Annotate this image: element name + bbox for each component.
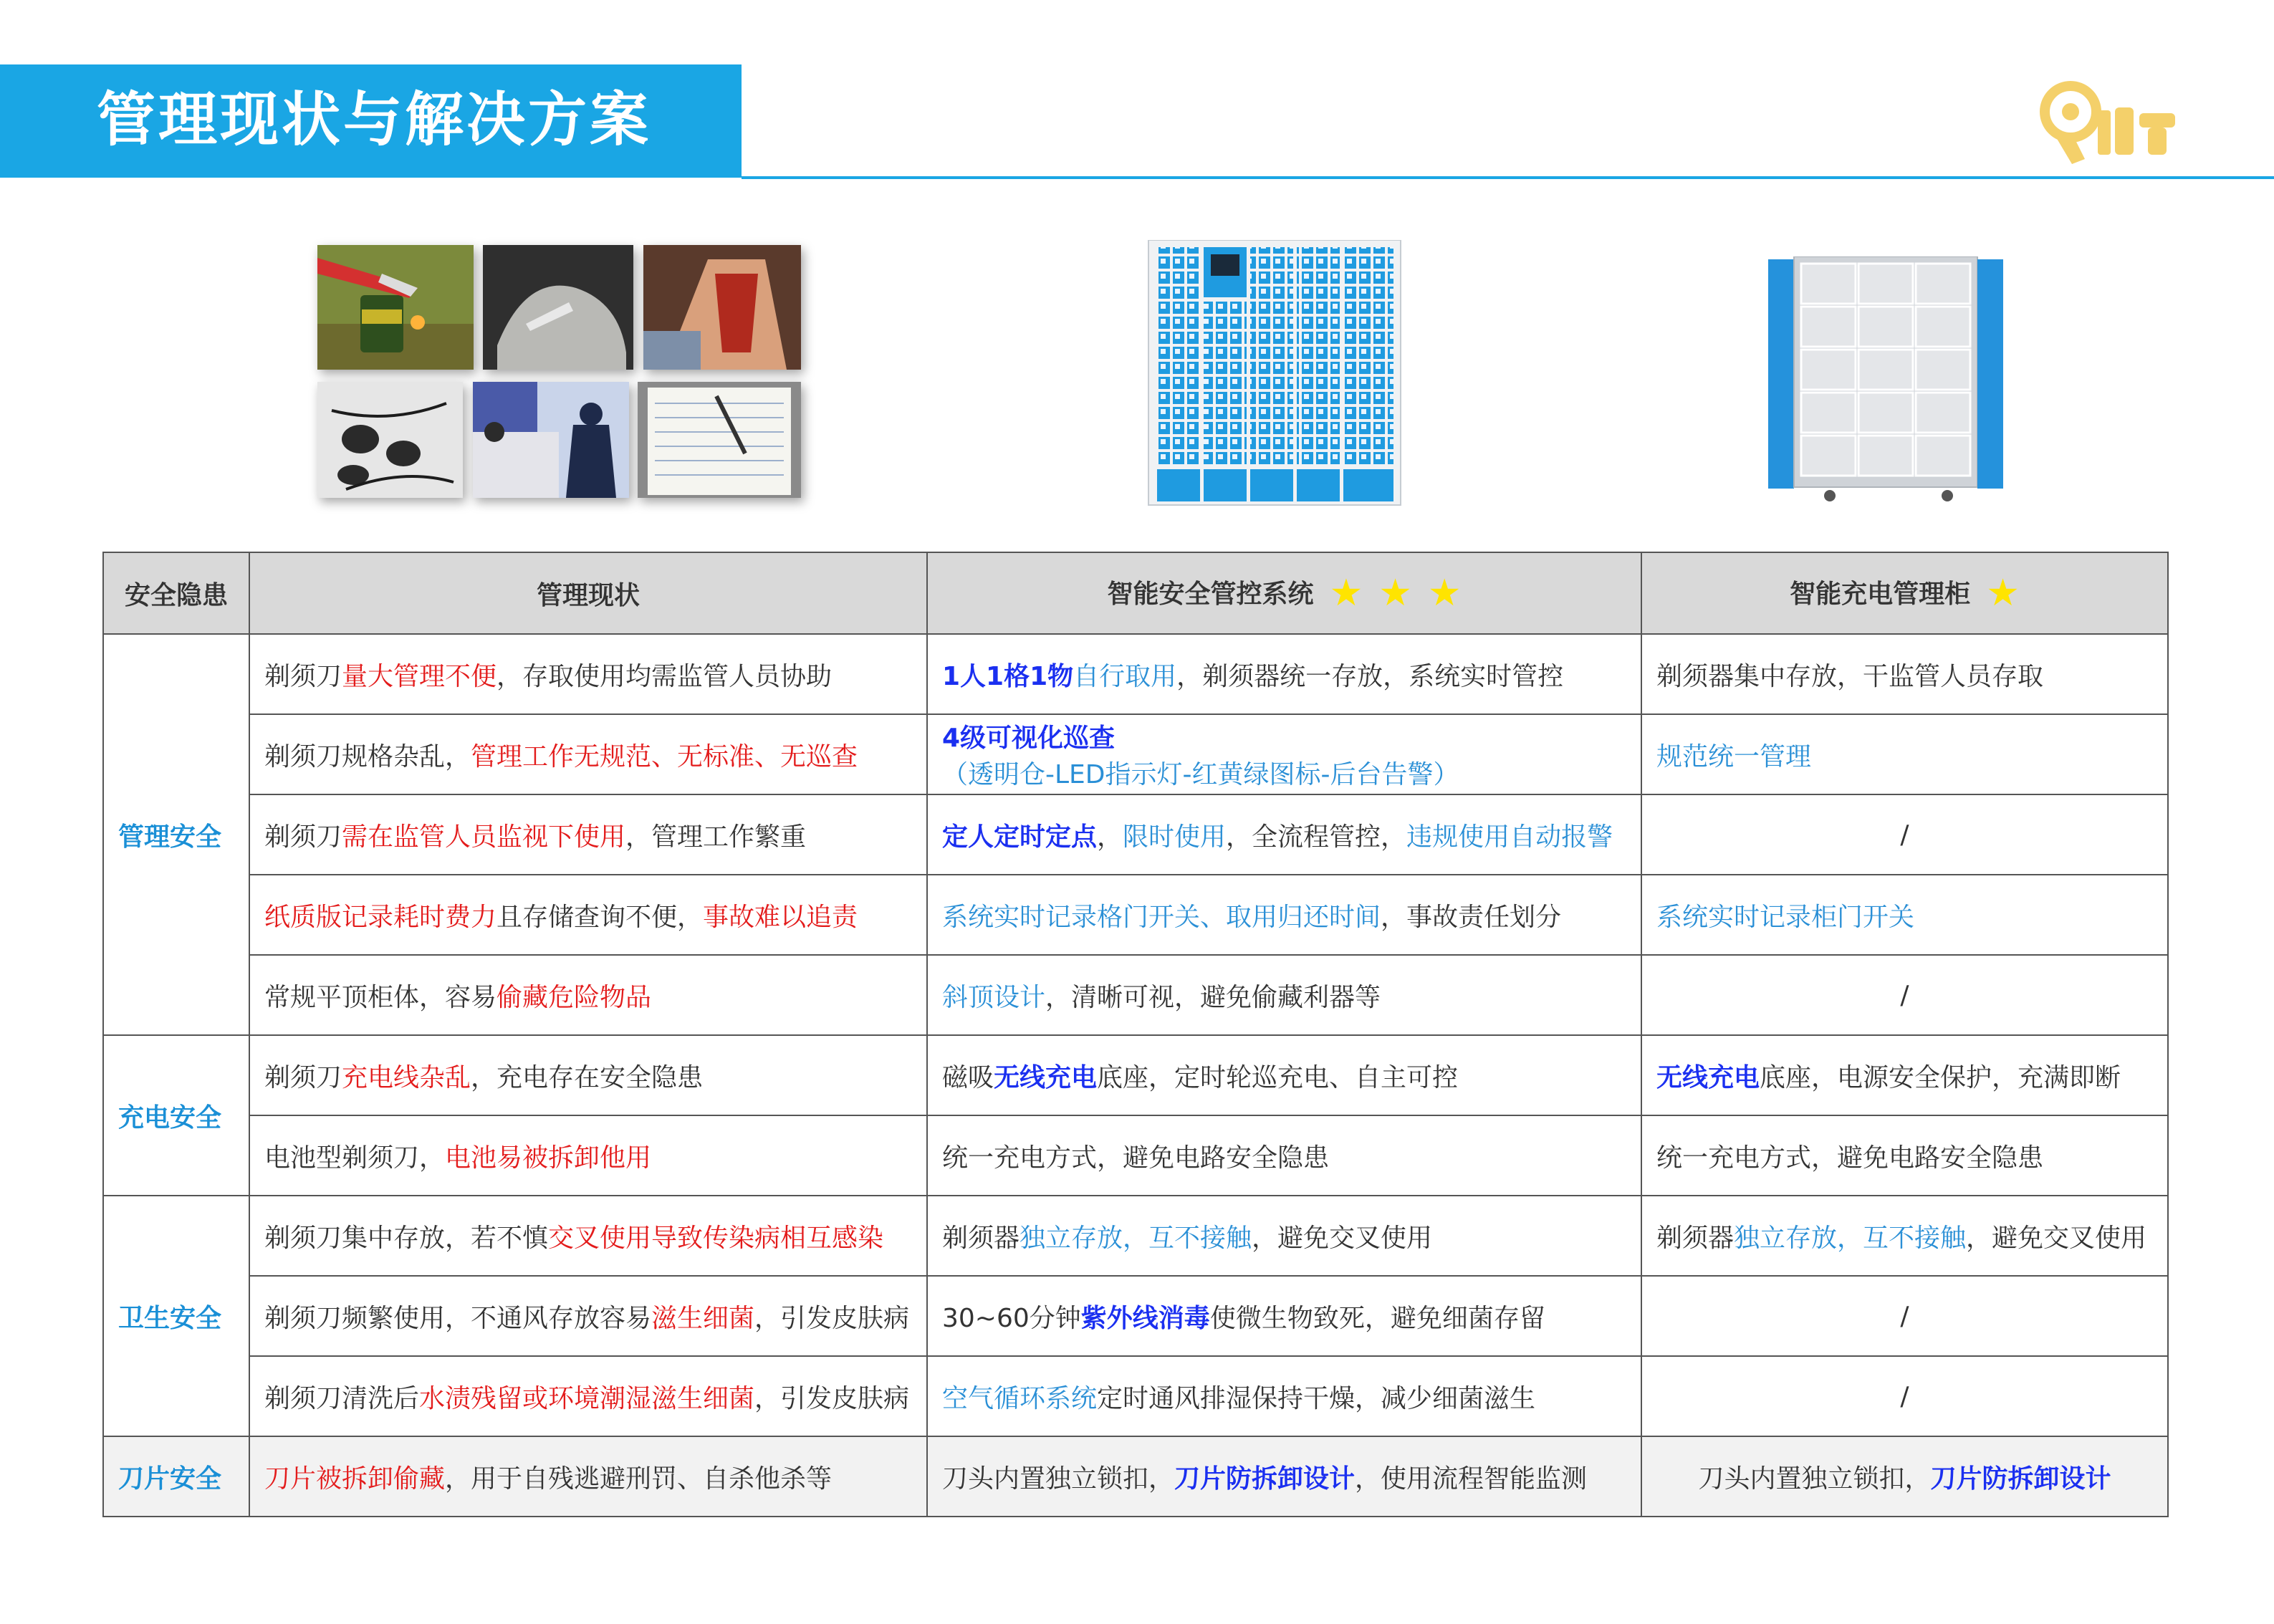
system-cell [927, 955, 1641, 1035]
photo-glove-blade [483, 245, 633, 370]
company-logo [2035, 75, 2185, 168]
cabinet-cell [1641, 634, 2168, 714]
text-segment: 系统实时记录格门开关、取用归还时间 [942, 902, 1381, 932]
system-cell [927, 1436, 1641, 1517]
text-segment: ， [1097, 822, 1123, 852]
table-row [103, 1436, 2168, 1517]
status-cell [249, 714, 927, 794]
text-segment: 独立存放，互不接触 [1734, 1223, 1967, 1253]
cabinet-cell [1641, 1436, 2168, 1517]
text-segment: 底座，定时轮巡充电、自主可控 [1097, 1062, 1459, 1092]
text-segment: 且存储查询不便， [496, 902, 704, 932]
cabinet-cell [1641, 714, 2168, 794]
text-segment: 磁吸 [942, 1062, 994, 1092]
photo-paper-records [638, 382, 801, 498]
text-segment: ，充电存在安全隐患 [471, 1062, 704, 1092]
text-segment: 独立存放，互不接触 [1020, 1223, 1252, 1253]
header-system-label: 智能安全管控系统 [1107, 580, 1314, 609]
text-segment: 剃须刀 [264, 1062, 342, 1092]
text-segment: 刀片被拆卸偷藏 [264, 1464, 446, 1494]
table-row [103, 1356, 2168, 1436]
text-segment: / [1900, 820, 1909, 850]
text-segment: 斜顶设计 [942, 982, 1046, 1012]
text-segment: ，剃须器统一存放，系统实时管控 [1176, 661, 1564, 691]
cabinet-cell [1641, 1115, 2168, 1196]
text-segment: 剃须刀规格杂乱， [264, 741, 471, 772]
text-segment: 1人1格1物 [942, 661, 1074, 691]
system-cell [927, 1276, 1641, 1356]
text-segment: 剃须刀 [264, 661, 342, 691]
star-icon: ★ [1986, 572, 2020, 615]
text-segment: ，避免交叉使用 [1966, 1223, 2147, 1253]
text-segment: 无线充电 [994, 1062, 1098, 1092]
header-cabinet [1641, 552, 2168, 634]
header-system [927, 552, 1641, 634]
text-segment: 剃须刀集中存放，若不慎 [264, 1223, 549, 1253]
system-cell [927, 634, 1641, 714]
text-segment: 电池型剃须刀， [264, 1143, 446, 1173]
system-cell [927, 1196, 1641, 1276]
text-segment: ，用于自残逃避刑罚、自杀他杀等 [445, 1464, 833, 1494]
text-segment: 剃须刀频繁使用，不通风存放容易 [264, 1303, 652, 1333]
system-cell [927, 875, 1641, 955]
text-segment: 刀片防拆卸设计 [1930, 1464, 2111, 1494]
cabinet-cell [1641, 1035, 2168, 1115]
star-icon: ★ [1427, 572, 1462, 615]
status-cell [249, 794, 927, 875]
table-row [103, 794, 2168, 875]
text-segment: 事故难以追责 [703, 902, 858, 932]
cabinet-cell [1641, 1276, 2168, 1356]
smart-charging-cabinet-image [1768, 256, 2006, 507]
status-cell [249, 1035, 927, 1115]
cabinet-cell [1641, 1196, 2168, 1276]
text-segment: 刀片防拆卸设计 [1174, 1464, 1356, 1494]
text-segment: 剃须器 [942, 1223, 1020, 1253]
table-row [103, 714, 2168, 794]
status-cell [249, 1436, 927, 1517]
text-segment: 系统实时记录柜门开关 [1656, 902, 1915, 932]
status-cell [249, 875, 927, 955]
status-cell [249, 955, 927, 1035]
header-hazard: 安全隐患 [103, 552, 249, 634]
star-icon: ★ [1329, 572, 1363, 615]
cabinet-cell [1641, 955, 2168, 1035]
text-segment: 需在监管人员监视下使用 [342, 822, 626, 852]
text-segment: ，清晰可视，避免偷藏利器等 [1045, 982, 1381, 1012]
photo-guard-officer [473, 382, 629, 498]
page-title: 管理现状与解决方案 [97, 86, 652, 154]
table-row [103, 1115, 2168, 1196]
text-segment: 使微生物致死，避免细菌存留 [1209, 1303, 1545, 1333]
text-segment: 刀头内置独立锁扣， [942, 1464, 1175, 1494]
table-row [103, 1196, 2168, 1276]
header-divider [742, 176, 2274, 179]
photo-battery-knife [317, 245, 474, 370]
table-row [103, 1276, 2168, 1356]
text-segment: 滋生细菌 [651, 1303, 755, 1333]
cabinet-cell [1641, 875, 2168, 955]
text-segment: 充电线杂乱 [342, 1062, 471, 1092]
text-segment: 剃须器集中存放，干监管人员存取 [1656, 661, 2044, 691]
status-cell [249, 1276, 927, 1356]
category-hygiene: 卫生安全 [103, 1196, 249, 1436]
text-segment: 统一充电方式，避免电路安全隐患 [1656, 1143, 2044, 1173]
text-segment: / [1900, 1301, 1909, 1331]
system-cell [927, 1356, 1641, 1436]
header-cabinet-label: 智能充电管理柜 [1790, 580, 1971, 609]
text-segment: （透明仓-LED指示灯-红黄绿图标-后台告警） [942, 760, 1459, 789]
text-segment: 纸质版记录耗时费力 [264, 902, 497, 932]
text-segment: ，全流程管控， [1226, 822, 1407, 852]
cabinet-cell [1641, 1356, 2168, 1436]
text-segment: ，事故责任划分 [1381, 902, 1562, 932]
status-cell [249, 634, 927, 714]
status-cell [249, 1115, 927, 1196]
text-segment: 水渍残留或环境潮湿滋生细菌 [419, 1383, 755, 1413]
text-segment: 定时通风排湿保持干燥，减少细菌滋生 [1097, 1383, 1536, 1413]
text-segment: / [1900, 980, 1909, 1010]
text-segment: 30~60分钟 [942, 1303, 1081, 1333]
text-segment: 电池易被拆卸他用 [445, 1143, 652, 1173]
text-segment: 剃须刀清洗后 [264, 1383, 420, 1413]
system-cell [927, 794, 1641, 875]
star-icon: ★ [1378, 572, 1412, 615]
text-segment: ，使用流程智能监测 [1355, 1464, 1588, 1494]
text-segment: 空气循环系统 [942, 1383, 1098, 1413]
text-segment: 量大管理不便 [342, 661, 497, 691]
text-segment: 无线充电 [1656, 1062, 1760, 1092]
text-segment: ，避免交叉使用 [1252, 1223, 1433, 1253]
smart-control-cabinet-image [1143, 240, 1408, 516]
category-blade: 刀片安全 [103, 1436, 249, 1517]
text-segment: 违规使用自动报警 [1406, 822, 1613, 852]
table-row [103, 634, 2168, 714]
status-cell [249, 1196, 927, 1276]
system-cell [927, 1115, 1641, 1196]
text-segment: 常规平顶柜体，容易 [264, 982, 497, 1012]
text-segment: 剃须器 [1656, 1223, 1735, 1253]
text-segment: ，管理工作繁重 [625, 822, 807, 852]
status-cell [249, 1356, 927, 1436]
text-segment: 限时使用 [1123, 822, 1227, 852]
table-header-row [103, 552, 2168, 634]
text-segment: 自行取用 [1073, 661, 1177, 691]
system-cell [927, 1035, 1641, 1115]
text-segment: 管理工作无规范、无标准、无巡查 [471, 741, 858, 772]
text-segment: / [1900, 1381, 1909, 1411]
text-segment: 偷藏危险物品 [496, 982, 652, 1012]
text-segment: 定人定时定点 [942, 822, 1098, 852]
system-cell [927, 714, 1641, 794]
photo-shavers-cables [317, 382, 463, 498]
category-charging: 充电安全 [103, 1035, 249, 1196]
header-status: 管理现状 [249, 552, 927, 634]
text-segment: ，存取使用均需监管人员协助 [496, 661, 833, 691]
table-row [103, 875, 2168, 955]
text-segment: 规范统一管理 [1656, 741, 1812, 772]
text-segment: 4级可视化巡查 [942, 724, 1116, 753]
text-segment: 统一充电方式，避免电路安全隐患 [942, 1143, 1330, 1173]
table-row [103, 955, 2168, 1035]
text-segment: ，引发皮肤病 [754, 1303, 910, 1333]
text-segment: 底座，电源安全保护，充满即断 [1760, 1062, 2121, 1092]
text-segment: 刀头内置独立锁扣， [1698, 1464, 1931, 1494]
cabinet-cell [1641, 794, 2168, 875]
text-segment: 紫外线消毒 [1080, 1303, 1210, 1333]
text-segment: ，引发皮肤病 [754, 1383, 910, 1413]
text-segment: 交叉使用导致传染病相互感染 [548, 1223, 884, 1253]
comparison-table [102, 552, 2169, 1517]
text-segment: 剃须刀 [264, 822, 342, 852]
category-management: 管理安全 [103, 634, 249, 1035]
photo-injured-arm [643, 245, 801, 370]
table-row [103, 1035, 2168, 1115]
